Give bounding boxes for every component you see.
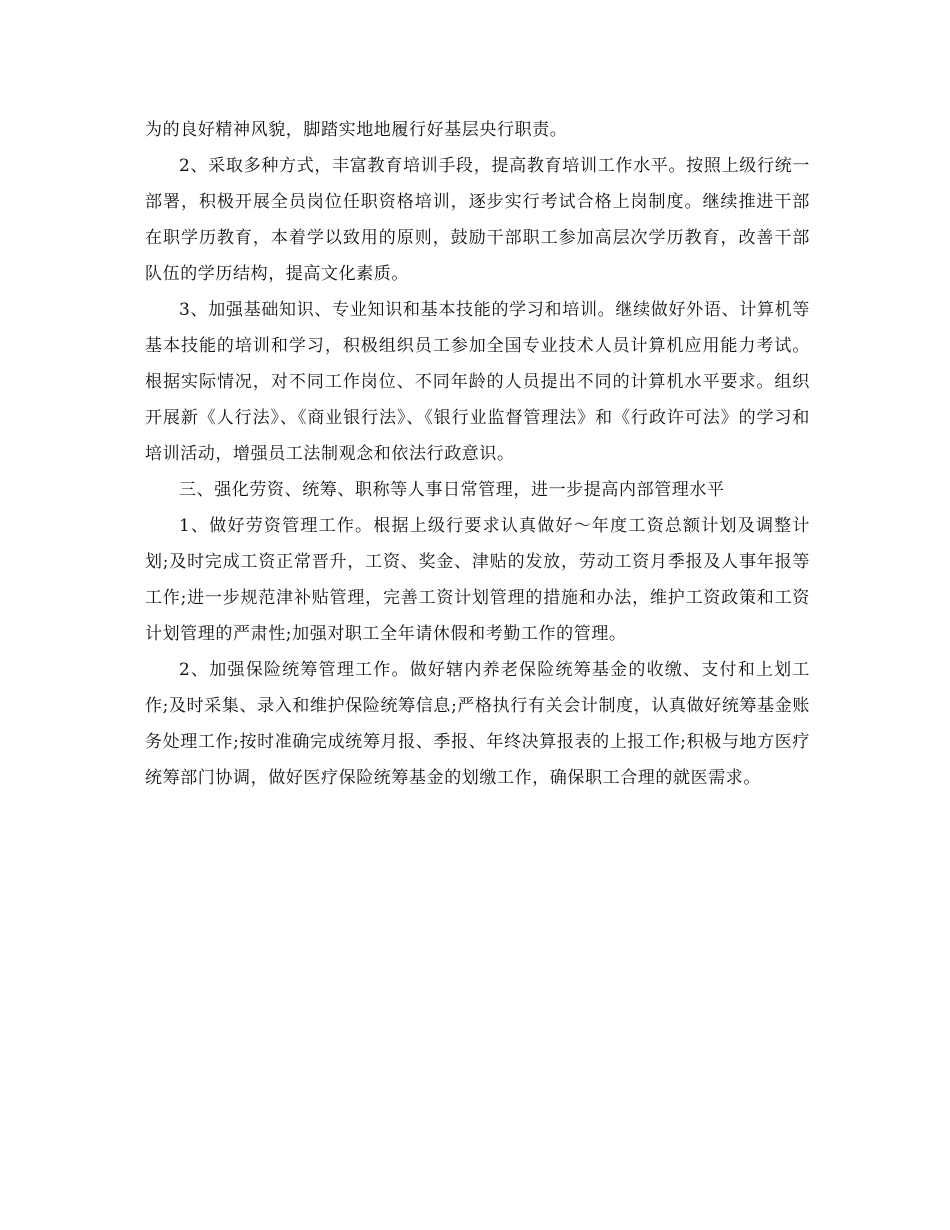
paragraph-labor-wage-management: 1、做好劳资管理工作。根据上级行要求认真做好～年度工资总额计划及调整计划;及时完成工资正常晋升，工资、奖金、津贴的发放，劳动工资月季报及人事年报等工作;进一步规范津补贴管理，完善工资计划管理的措施和办法，维护工资政策和工资计划管理的严肃性;加强对职工全年请休假和考勤工作的管理。 <box>145 516 810 644</box>
document-body <box>145 112 810 796</box>
paragraph-basic-skills: 3、加强基础知识、专业知识和基本技能的学习和培训。继续做好外语、计算机等基本技能的培训和学习，积极组织员工参加全国专业技术人员计算机应用能力考试。根据实际情况，对不同工作岗位、不同年龄的人员提出不同的计算机水平要求。组织开展新《人行法》、《商业银行法》、《银行业监督管理法》和《行政许可法》的学习和培训活动，增强员工法制观念和依法行政意识。 <box>145 300 810 464</box>
paragraph-insurance-management: 2、加强保险统筹管理工作。做好辖内养老保险统筹基金的收缴、支付和上划工作;及时采集、录入和维护保险统筹信息;严格执行有关会计制度，认真做好统筹基金账务处理工作;按时准确完成统筹月报、季报、年终决算报表的上报工作;积极与地方医疗统筹部门协调，做好医疗保险统筹基金的划缴工作，确保职工合理的就医需求。 <box>145 660 810 788</box>
paragraph-training-methods: 2、采取多种方式，丰富教育培训手段，提高教育培训工作水平。按照上级行统一部署，积极开展全员岗位任职资格培训，逐步实行考试合格上岗制度。继续推进干部在职学历教育，本着学以致用的原则，鼓励干部职工参加高层次学历教育，改善干部队伍的学历结构，提高文化素质。 <box>145 156 810 284</box>
paragraph-continuation: 为的良好精神风貌，脚踏实地地履行好基层央行职责。 <box>145 120 568 140</box>
section-heading-personnel-management: 三、强化劳资、统筹、职称等人事日常管理，进一步提高内部管理水平 <box>179 480 725 500</box>
